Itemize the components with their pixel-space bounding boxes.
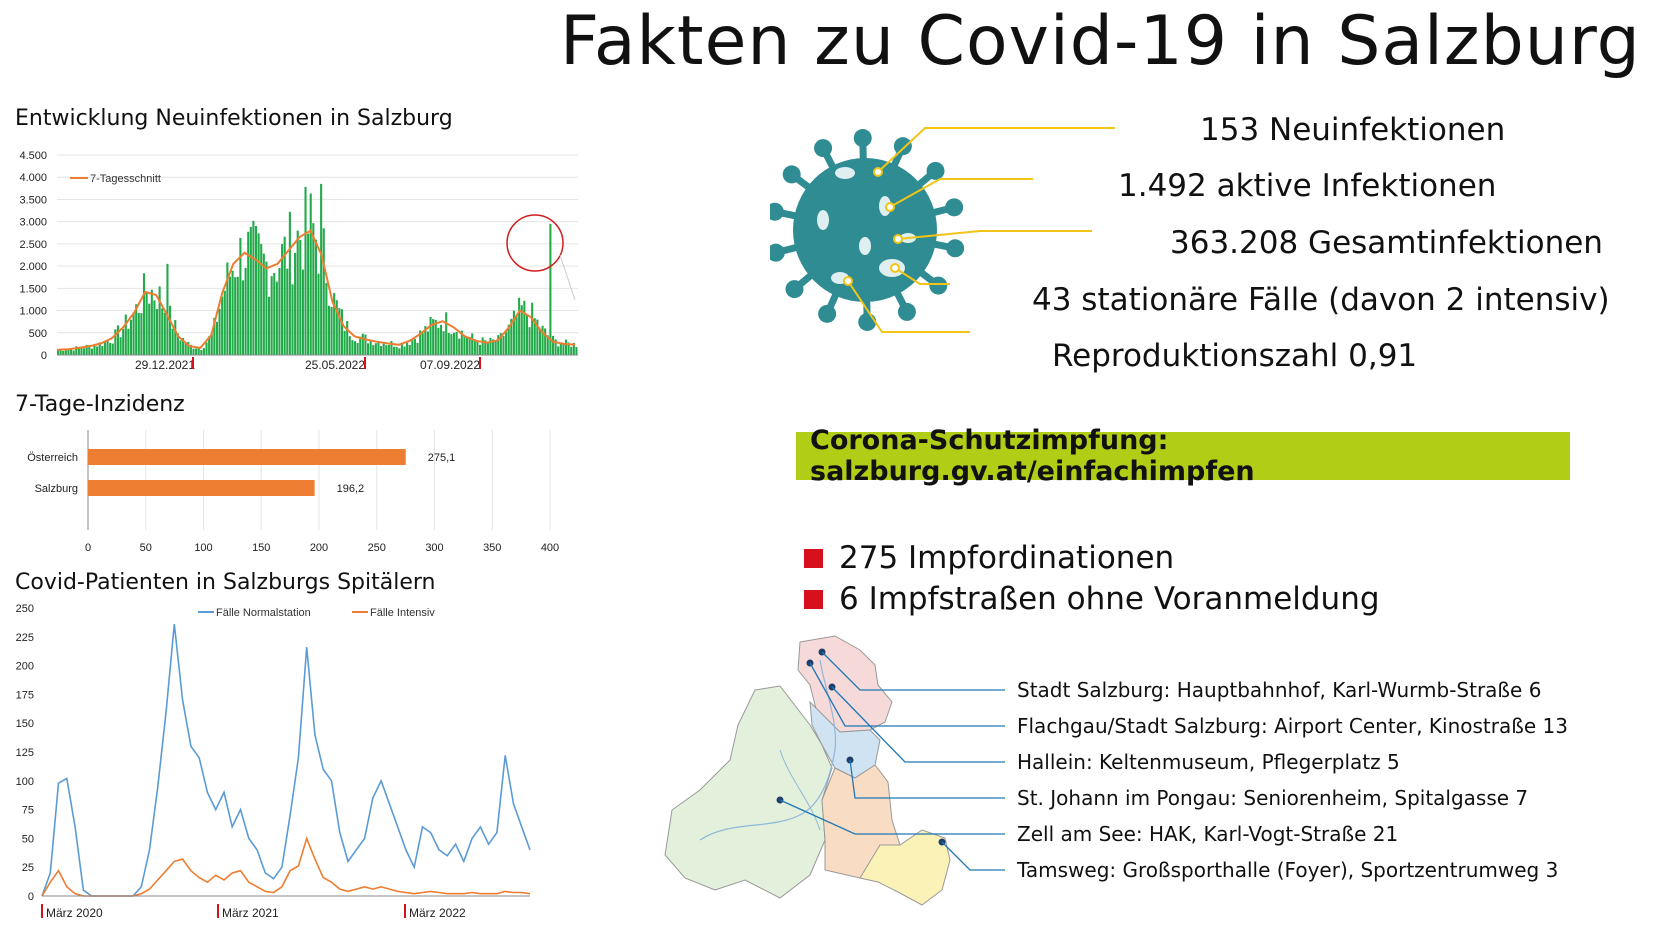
location-stadt-salzburg: Stadt Salzburg: Hauptbahnhof, Karl-Wurmb-Straße 6 <box>1017 678 1542 702</box>
chart-inzidenz <box>0 420 580 570</box>
callout-dot <box>844 277 852 285</box>
chart-neuinfektionen <box>0 135 580 375</box>
bar <box>375 343 377 355</box>
bar <box>323 228 325 355</box>
stat-stationaere-faelle: 43 stationäre Fälle (davon 2 intensiv) <box>1032 282 1610 318</box>
virus-spike-tip <box>770 244 785 262</box>
bar <box>388 345 390 355</box>
bullet-text: 6 Impfstraßen ohne Voranmeldung <box>839 581 1380 617</box>
bar <box>297 231 299 355</box>
bar <box>450 334 452 355</box>
bar <box>221 297 223 355</box>
virus-spike-tip <box>894 137 912 155</box>
series-line <box>42 624 530 896</box>
y-tick-label: 1.000 <box>19 305 47 318</box>
bar <box>344 331 346 355</box>
y-tick-label: 4.500 <box>19 150 47 162</box>
bar <box>435 320 437 355</box>
bar <box>341 309 343 355</box>
bar <box>471 333 473 355</box>
chart2-title: 7-Tage-Inzidenz <box>15 392 185 417</box>
y-tick-label: 25 <box>21 862 34 875</box>
virus-spike-tip <box>814 139 832 157</box>
bar <box>88 480 315 496</box>
bar <box>440 325 442 355</box>
bar <box>307 234 309 355</box>
bar <box>130 320 132 355</box>
virus-spike-tip <box>818 305 836 323</box>
y-tick-label: 3.500 <box>19 194 47 207</box>
bar <box>328 306 330 355</box>
bar <box>416 343 418 355</box>
bar <box>247 232 249 355</box>
callout-dot <box>874 168 882 176</box>
bar <box>96 346 98 355</box>
bar <box>255 226 257 355</box>
bar <box>505 332 507 355</box>
stat-gesamtinfektionen: 363.208 Gesamtinfektionen <box>1170 225 1603 261</box>
bar <box>448 333 450 355</box>
bar <box>112 344 114 355</box>
bar <box>544 328 546 355</box>
bar <box>286 269 288 355</box>
bar <box>148 304 150 355</box>
bar <box>526 315 528 355</box>
bar <box>304 187 306 355</box>
callout-dot <box>894 235 902 243</box>
y-tick-label: 100 <box>15 775 34 788</box>
bar <box>192 349 194 355</box>
y-tick-label: 50 <box>21 833 34 846</box>
bar <box>80 348 82 355</box>
bar <box>482 337 484 355</box>
y-tick-label: 0 <box>40 350 47 362</box>
y-tick-label: 0 <box>27 891 34 903</box>
bar <box>268 297 270 355</box>
virus-spike-tip <box>770 203 784 221</box>
bar <box>278 268 280 355</box>
bar <box>430 317 432 355</box>
bar <box>396 347 398 355</box>
bar <box>411 340 413 355</box>
bar <box>531 303 533 355</box>
bar <box>156 309 158 355</box>
virus-icon <box>770 129 964 331</box>
bar <box>310 193 312 355</box>
legend-label: Fälle Intensiv <box>370 607 435 619</box>
bar <box>354 341 356 355</box>
bar <box>383 344 385 355</box>
bullet-impfordinationen <box>804 540 1174 576</box>
y-tick-label: 500 <box>28 327 47 340</box>
value-label: 196,2 <box>336 483 365 495</box>
bar <box>289 212 291 355</box>
bar <box>380 346 382 355</box>
y-tick-label: 175 <box>15 689 34 702</box>
bar <box>138 313 140 355</box>
bar <box>172 329 174 355</box>
x-tick-label: 300 <box>425 542 444 554</box>
bar <box>515 316 517 355</box>
bar <box>542 326 544 355</box>
bar <box>403 347 405 355</box>
bar <box>122 329 124 355</box>
bar <box>62 351 64 355</box>
virus-spot <box>859 237 871 255</box>
category-label: Österreich <box>27 452 78 464</box>
bar <box>359 337 361 355</box>
virus-spike-tip <box>946 239 964 257</box>
bar <box>557 346 559 355</box>
y-tick-label: 200 <box>15 660 34 673</box>
bar <box>174 320 176 355</box>
x-tick-label: 50 <box>139 542 152 554</box>
bar <box>445 312 447 355</box>
y-tick-label: 75 <box>21 804 34 817</box>
bar <box>195 348 197 355</box>
chart3-title: Covid-Patienten in Salzburgs Spitälern <box>15 570 436 595</box>
bar <box>458 339 460 355</box>
bar <box>476 341 478 355</box>
bar <box>357 343 359 355</box>
bar <box>258 233 260 355</box>
bar <box>377 342 379 355</box>
page-title: Fakten zu Covid-19 in Salzburg <box>560 2 1641 81</box>
bar <box>370 340 372 355</box>
bar <box>93 345 95 355</box>
bar <box>463 335 465 355</box>
bar <box>362 334 364 355</box>
virus-spike-tip <box>854 129 872 147</box>
y-tick-label: 225 <box>15 631 34 644</box>
bar <box>153 300 155 355</box>
bar <box>146 293 148 355</box>
bar <box>200 350 202 355</box>
x-tick-label: 400 <box>540 542 560 554</box>
bar <box>265 262 267 355</box>
bar <box>203 348 205 355</box>
bar <box>406 343 408 355</box>
bar <box>179 340 181 355</box>
location-flachgau: Flachgau/Stadt Salzburg: Airport Center, Kinostraße 13 <box>1017 714 1568 738</box>
bar <box>73 351 75 355</box>
callout-dot <box>886 203 894 211</box>
bar <box>101 346 103 355</box>
red-square-icon <box>804 549 823 568</box>
x-tick-label: 250 <box>367 542 386 554</box>
bar <box>250 227 252 355</box>
y-tick-label: 4.000 <box>19 172 47 185</box>
stat-aktive-infektionen: 1.492 aktive Infektionen <box>1118 168 1497 204</box>
bar <box>529 327 531 355</box>
bar <box>263 254 265 355</box>
red-square-icon <box>804 590 823 609</box>
bar <box>398 348 400 355</box>
bar <box>161 308 163 355</box>
bar <box>539 329 541 355</box>
zoom-circle <box>507 215 563 271</box>
callout-dot <box>891 264 899 272</box>
bar <box>205 342 207 355</box>
bar <box>453 333 455 355</box>
virus-spike-tip <box>898 303 916 321</box>
y-tick-label: 2.000 <box>19 261 47 274</box>
bar <box>106 341 108 355</box>
bar <box>443 331 445 355</box>
virus-spike-tip <box>783 165 801 183</box>
bar <box>252 221 254 355</box>
stat-neuinfektionen: 153 Neuinfektionen <box>1200 112 1506 148</box>
x-tick-label: 350 <box>483 542 502 554</box>
y-tick-label: 3.000 <box>19 216 47 229</box>
virus-spike-tip <box>929 277 947 295</box>
x-tick-label: 150 <box>252 542 271 554</box>
bar <box>237 277 239 355</box>
value-label: 275,1 <box>427 452 456 464</box>
bar <box>169 306 171 355</box>
bar <box>349 336 351 355</box>
virus-spot <box>817 210 829 230</box>
bar <box>133 312 135 355</box>
bar <box>466 338 468 355</box>
bar <box>315 240 317 355</box>
bar <box>487 342 489 355</box>
bar <box>372 345 374 355</box>
salzburg-map-icon <box>660 630 1040 920</box>
bar <box>325 283 327 355</box>
bar <box>120 337 122 355</box>
bar <box>489 338 491 355</box>
bar <box>312 223 314 355</box>
bar <box>140 313 142 355</box>
bar <box>117 325 119 355</box>
legend-label: 7-Tagesschnitt <box>90 173 161 185</box>
stat-reproduktionszahl: Reproduktionszahl 0,91 <box>1052 338 1418 374</box>
bar <box>219 309 221 355</box>
x-tick-label: 200 <box>309 542 329 554</box>
bar <box>367 343 369 355</box>
virus-spike-tip <box>927 162 945 180</box>
bar <box>560 344 562 355</box>
bar <box>83 348 85 355</box>
bar <box>318 274 320 355</box>
bar <box>456 332 458 355</box>
bar <box>229 277 231 355</box>
bar <box>427 331 429 355</box>
bar <box>570 347 572 355</box>
bar <box>495 341 497 355</box>
location-hallein: Hallein: Keltenmuseum, Pflegerplatz 5 <box>1017 750 1400 774</box>
x-tick-label: März 2020 <box>46 906 103 920</box>
bar <box>299 240 301 355</box>
bar <box>143 273 145 355</box>
bar <box>291 284 293 355</box>
y-tick-label: 250 <box>15 603 34 615</box>
chart-spitaeler <box>0 598 580 945</box>
bar <box>260 244 262 355</box>
bar <box>302 270 304 355</box>
bar <box>281 244 283 355</box>
location-zell-am-see: Zell am See: HAK, Karl-Vogt-Straße 21 <box>1017 822 1399 846</box>
bullet-impfstrassen <box>804 581 1380 617</box>
bar <box>562 343 564 355</box>
location-tamsweg: Tamsweg: Großsporthalle (Foyer), Sportzentrumweg 3 <box>1017 858 1559 882</box>
bar <box>414 339 416 355</box>
virus-spike-tip <box>945 198 963 216</box>
x-tick-label: 100 <box>194 542 213 554</box>
bar <box>518 298 520 355</box>
bullet-text: 275 Impfordinationen <box>839 540 1175 576</box>
bar <box>104 341 106 355</box>
bar <box>320 184 322 355</box>
x-tick-label: 29.12.2021 <box>134 358 196 372</box>
virus-spot <box>835 167 855 179</box>
bar <box>271 276 273 355</box>
bar <box>523 301 525 355</box>
bar <box>242 280 244 355</box>
bar <box>422 333 424 355</box>
bar <box>91 349 93 355</box>
zoom-pointer <box>560 255 575 300</box>
bar <box>479 345 481 355</box>
bar <box>393 347 395 355</box>
location-st-johann: St. Johann im Pongau: Seniorenheim, Spitalgasse 7 <box>1017 786 1529 810</box>
bar <box>164 313 166 355</box>
category-label: Salzburg <box>34 483 78 495</box>
bar <box>549 224 551 355</box>
bar <box>346 321 348 355</box>
x-tick-label: März 2021 <box>222 906 279 920</box>
bar <box>502 336 504 355</box>
bar <box>125 315 127 355</box>
bar <box>88 449 406 465</box>
bar <box>276 282 278 355</box>
bar <box>565 340 567 355</box>
bar <box>331 307 333 355</box>
bar <box>224 291 226 355</box>
bar <box>294 253 296 355</box>
x-tick-label: März 2022 <box>409 906 466 920</box>
bar <box>575 347 577 355</box>
bar <box>151 290 153 355</box>
y-tick-label: 125 <box>15 747 34 759</box>
vaccination-banner: Corona-Schutzimpfung: salzburg.gv.at/einfachimpfen <box>796 432 1570 480</box>
y-tick-label: 150 <box>15 718 34 731</box>
bar <box>166 264 168 355</box>
bar <box>232 271 234 355</box>
bar <box>351 340 353 355</box>
y-tick-label: 2.500 <box>19 238 47 251</box>
bar <box>437 328 439 355</box>
bar <box>65 350 67 355</box>
bar <box>385 345 387 355</box>
bar <box>245 268 247 355</box>
bar <box>216 322 218 355</box>
virus-spike-tip <box>858 313 876 331</box>
legend-label: Fälle Normalstation <box>216 607 311 619</box>
bar <box>364 335 366 355</box>
callout-line <box>878 128 1115 172</box>
bar <box>409 345 411 355</box>
y-tick-label: 1.500 <box>19 283 47 296</box>
bar <box>552 336 554 355</box>
x-tick-label: 25.05.2022 <box>304 358 366 372</box>
virus-spike-tip <box>785 280 803 298</box>
x-tick-label: 0 <box>84 542 92 554</box>
bar <box>127 329 129 355</box>
bar <box>234 277 236 355</box>
bar <box>109 343 111 355</box>
chart1-title: Entwicklung Neuinfektionen in Salzburg <box>15 106 453 131</box>
x-tick-label: 07.09.2022 <box>419 358 481 372</box>
bar <box>273 273 275 355</box>
bar <box>159 286 161 355</box>
